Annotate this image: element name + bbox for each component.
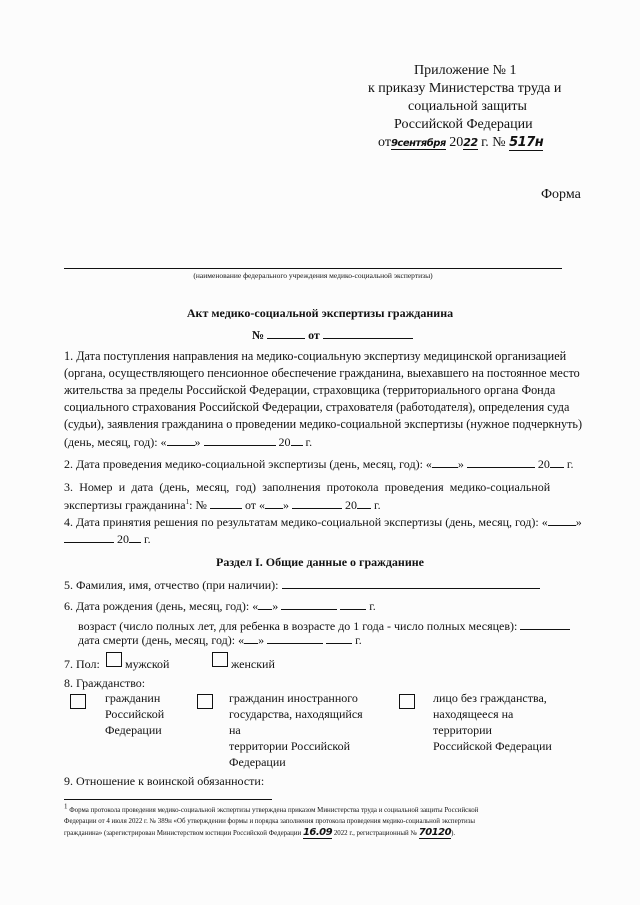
item2-year-suffix: г. <box>566 457 574 471</box>
section1-title: Раздел I. Общие данные о гражданине <box>216 555 424 569</box>
item3-number-label: : № <box>189 498 207 512</box>
citizen-rf-line2: Российской <box>105 707 165 721</box>
registration-number-handwritten: 70120 <box>418 827 452 838</box>
appendix-line-3: социальной защиты <box>408 99 527 114</box>
item1-line2: (органа, осуществляющего пенсионное обеспечение гражданина, выехавшего на постоянное место <box>64 366 580 380</box>
full-name-blank <box>282 576 540 589</box>
item1-line4: социального страхования Российской Федерации, страхователя (работодателя), определения суда <box>64 400 570 414</box>
item2-year-blank <box>550 455 564 468</box>
order-date-handwritten: 9сентября <box>390 138 446 149</box>
item3-month-blank <box>292 496 342 509</box>
item6-year-suffix: г. <box>369 599 376 613</box>
item3-year-prefix: 20 <box>345 498 358 512</box>
item4-line2 <box>64 530 151 548</box>
stateless-line3: территории <box>433 723 492 737</box>
foreign-citizen-line5: Федерации <box>229 755 286 769</box>
item3-text: экспертизы гражданина <box>64 498 186 512</box>
footnote-text3b: 2022 г., регистрационный № <box>333 830 418 837</box>
appendix-order-date <box>378 134 543 152</box>
citizen-rf-line1: гражданин <box>105 691 161 705</box>
item2-day-blank <box>432 455 458 468</box>
foreign-citizen-checkbox[interactable] <box>197 694 213 709</box>
stateless-line2: находящееся на <box>433 707 514 721</box>
item3-date-close: » <box>283 498 290 512</box>
order-year-handwritten: 22 <box>463 136 478 149</box>
item9-label: 9. Отношение к воинской обязанности: <box>64 774 265 788</box>
item1-date-close: » <box>194 435 201 449</box>
item5-label: 5. Фамилия, имя, отчество (при наличии): <box>64 578 279 592</box>
footnote-line2: Федерации от 4 июля 2022 г. № 389н «Об утверждении формы и порядка заполнения протокола проведения медико-социальной экспертизы <box>64 818 476 825</box>
age-blank <box>520 617 570 630</box>
stateless-line4: Российской Федерации <box>433 739 552 753</box>
appendix-line-1: Приложение № 1 <box>414 63 517 78</box>
item3-day-blank <box>265 496 283 509</box>
birth-day-blank <box>258 597 272 610</box>
item2-year-prefix: 20 <box>537 457 550 471</box>
age-label: возраст (число полных лет, для ребенка в возрасте до 1 года - число полных месяцев): <box>78 619 518 633</box>
item3-footnote-mark: 1 <box>185 498 190 506</box>
item3-year-blank <box>357 496 371 509</box>
item1-month-blank <box>204 433 276 446</box>
death-year-blank <box>326 631 352 644</box>
item4-date-close: » <box>575 515 582 529</box>
stateless-line1: лицо без гражданства, <box>433 691 547 705</box>
item4-text: 4. Дата принятия решения по результатам медико-социальной экспертизы (день, месяц, год): « <box>64 515 548 529</box>
appendix-line-2: к приказу Министерства труда и <box>368 81 562 96</box>
footnote-line3 <box>64 827 604 839</box>
item7-label: 7. Пол: <box>64 657 100 671</box>
male-label: мужской <box>125 657 170 671</box>
item5-line <box>64 576 540 594</box>
form-label: Форма <box>541 187 581 202</box>
footnote-line1 <box>64 802 604 816</box>
item2-text: 2. Дата проведения медико-социальной экспертизы (день, месяц, год): « <box>64 457 432 471</box>
citizen-rf-checkbox[interactable] <box>70 694 86 709</box>
item1-line6 <box>64 433 312 451</box>
act-number-label: № <box>252 328 265 342</box>
item1-year-blank <box>291 433 303 446</box>
item6-label: 6. Дата рождения (день, месяц, год): « <box>64 599 259 613</box>
death-year-suffix: г. <box>355 633 362 647</box>
order-from-label: от <box>378 135 391 150</box>
footnote-text1: Форма протокола проведения медико-социальной экспертизы утверждена приказом Министерства труда и социальной защиты Российской <box>69 807 479 814</box>
order-number-handwritten: 517н <box>509 135 544 150</box>
item4-year-prefix: 20 <box>117 532 129 546</box>
act-number-row <box>252 326 413 344</box>
item8-label: 8. Гражданство: <box>64 676 146 690</box>
item6-date-close: » <box>272 599 279 613</box>
item3-date-open: от « <box>244 498 266 512</box>
act-date-label: от <box>308 328 320 342</box>
item4-line1 <box>64 513 582 531</box>
foreign-citizen-line4: территории Российской <box>229 739 351 753</box>
act-number-blank <box>267 326 305 339</box>
act-title: Акт медико-социальной экспертизы гражданина <box>186 306 454 320</box>
item1-day-blank <box>167 433 195 446</box>
item1-line1: 1. Дата поступления направления на медико-социальную экспертизу медицинской организацией <box>64 349 567 363</box>
order-year-prefix: 20 <box>449 135 464 150</box>
item4-day-blank <box>548 513 576 526</box>
item1-line3: жительства за пределы Российской Федерации, страховщика (территориального органа Фонда <box>64 383 556 397</box>
birth-year-blank <box>340 597 366 610</box>
female-checkbox[interactable] <box>212 652 228 667</box>
item4-year-blank <box>129 530 141 543</box>
citizen-rf-line3: Федерации <box>105 723 162 737</box>
registration-date-handwritten: 16.09 <box>302 827 333 838</box>
foreign-citizen-line3: на <box>229 723 241 737</box>
item2-month-blank <box>467 455 535 468</box>
footnote <box>64 802 604 839</box>
item1-year-suffix: г. <box>305 435 313 449</box>
female-label: женский <box>231 657 275 671</box>
item3-line2 <box>64 496 381 514</box>
footnote-mark: 1 <box>64 802 68 811</box>
appendix-line-4: Российской Федерации <box>394 117 533 132</box>
item2-date-close: » <box>457 457 464 471</box>
foreign-citizen-line1: гражданин иностранного <box>229 691 358 705</box>
foreign-citizen-line2: государства, находящийся <box>229 707 363 721</box>
item3-line1: 3. Номер и дата (день, месяц, год) заполнения протокола проведения медико-социальной <box>64 480 551 494</box>
birth-month-blank <box>281 597 337 610</box>
stateless-checkbox[interactable] <box>399 694 415 709</box>
item2-line <box>64 455 573 473</box>
organization-caption: (наименование федерального учреждения медико-социальной экспертизы) <box>193 271 433 280</box>
item1-date-open: (день, месяц, год): « <box>64 435 167 449</box>
organization-name-line <box>64 268 562 269</box>
order-number-label: г. № <box>481 135 506 150</box>
footnote-separator <box>64 799 272 800</box>
item3-year-suffix: г. <box>374 498 381 512</box>
footnote-text3: гражданина» (зарегистрирован Министерством юстиции Российской Федерации <box>64 830 302 837</box>
item4-month-blank <box>64 530 114 543</box>
death-month-blank <box>267 631 323 644</box>
footnote-text3c: ). <box>451 830 456 837</box>
death-date-label: дата смерти (день, месяц, год): « <box>78 633 245 647</box>
item1-line5: (судьи), заявления гражданина о проведении медико-социальной экспертизы (нужное подчеркнуть) <box>64 417 583 431</box>
death-date-close: » <box>258 633 265 647</box>
item6-line <box>64 597 376 615</box>
male-checkbox[interactable] <box>106 652 122 667</box>
item4-year-suffix: г. <box>144 532 151 546</box>
death-date-line <box>78 631 362 649</box>
act-date-blank <box>323 326 413 339</box>
item3-number-blank <box>210 496 242 509</box>
death-day-blank <box>244 631 258 644</box>
item1-year-prefix: 20 <box>278 435 291 449</box>
